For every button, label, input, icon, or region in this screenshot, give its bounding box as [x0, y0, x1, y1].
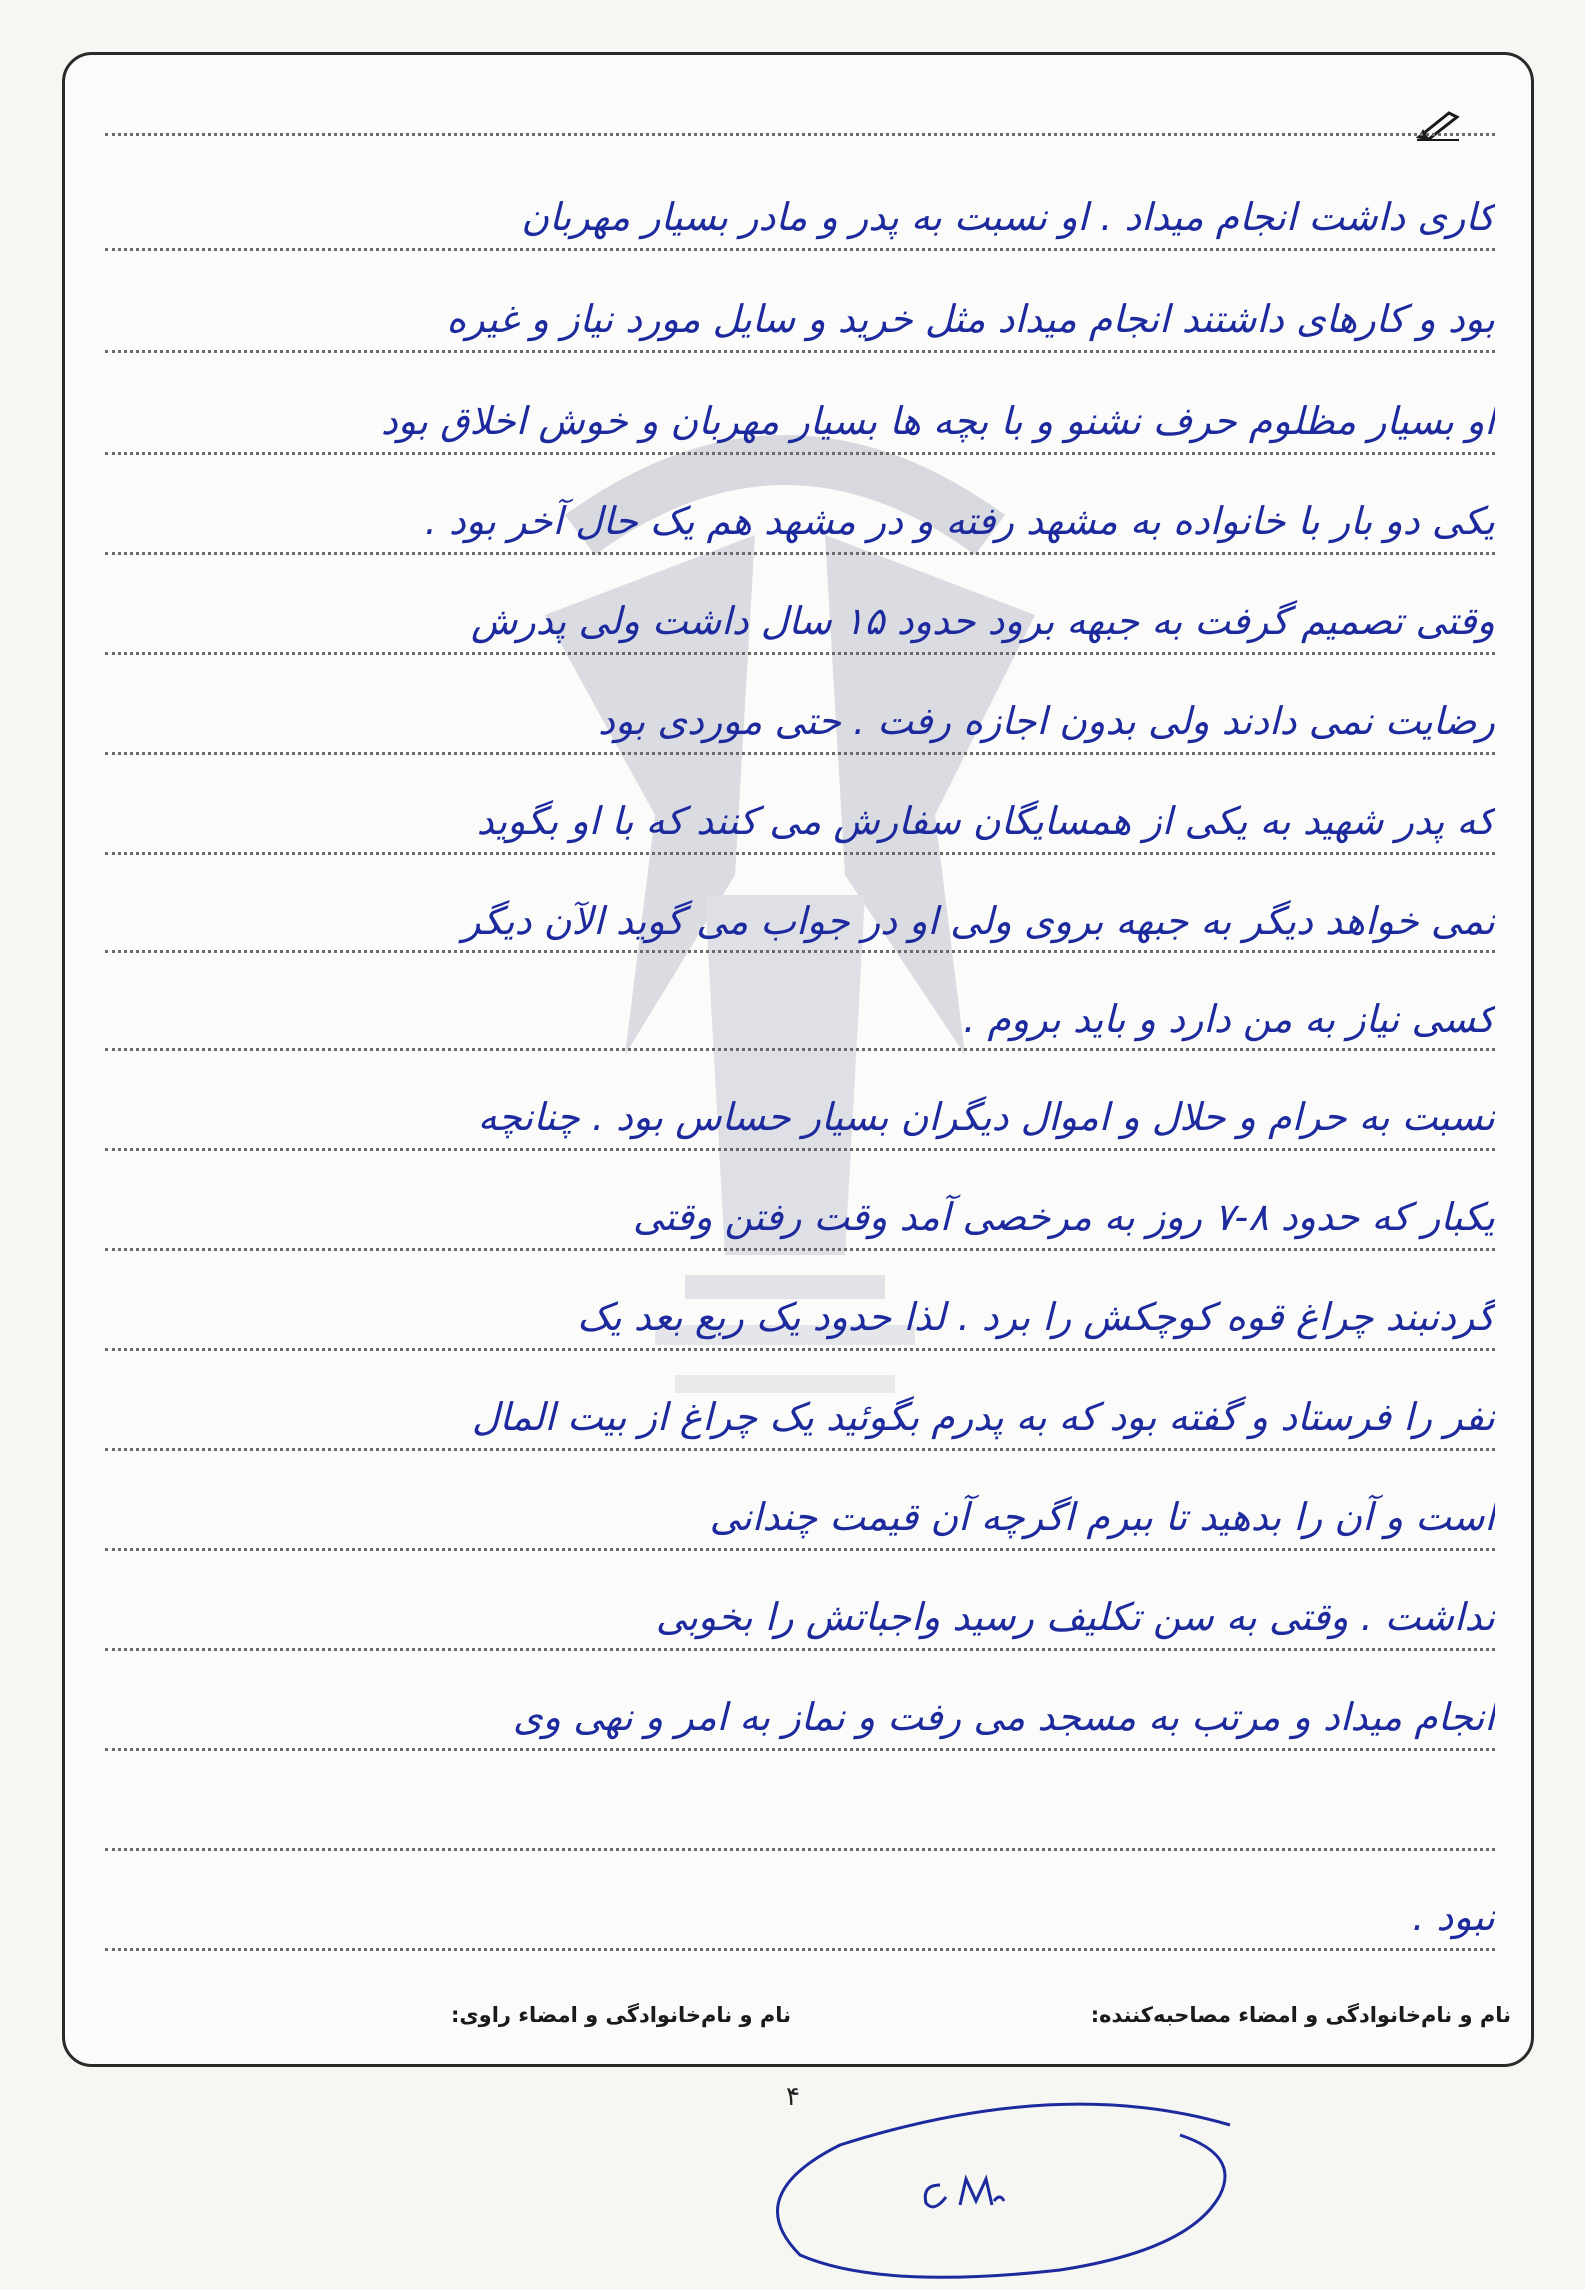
handwritten-line: گردنبند چراغ قوه کوچکش را برد . لذا حدود یک ربع بعد یک [577, 1295, 1495, 1339]
handwritten-line: او بسیار مظلوم حرف نشنو و با بچه ها بسیار مهربان و خوش اخلاق بود [380, 399, 1495, 443]
handwritten-line: نداشت . وقتی به سن تکلیف رسید واجباتش را بخوبی [655, 1595, 1495, 1639]
handwritten-line: بود و کارهای داشتند انجام میداد مثل خرید و سایل مورد نیاز و غیره [446, 297, 1495, 341]
narrator-signature-label: نام و نام‌خانوادگی و امضاء راوی: [451, 2003, 791, 2027]
ruled-line [105, 133, 1495, 136]
handwritten-signature [760, 2085, 1240, 2290]
handwritten-line: نمی خواهد دیگر به جبهه بروی ولی او در جواب می گوید الآن دیگر [462, 899, 1495, 943]
handwritten-line: است و آن را بدهید تا ببرم اگرچه آن قیمت چندانی [709, 1495, 1495, 1539]
handwritten-line: رضایت نمی دادند ولی بدون اجازه رفت . حتی موردی بود [598, 699, 1495, 743]
handwritten-line: نفر را فرستاد و گفته بود که به پدرم بگوئید یک چراغ از بیت المال [471, 1395, 1495, 1439]
handwritten-line: کسی نیاز به من دارد و باید بروم . [963, 997, 1495, 1041]
ruled-line [105, 1848, 1495, 1851]
handwritten-line: که پدر شهید به یکی از همسایگان سفارش می کنند که با او بگوید [476, 799, 1495, 843]
interviewer-signature-label: نام و نام‌خانوادگی و امضاء مصاحبه‌کننده: [1090, 2003, 1511, 2027]
footer-signature-labels [65, 1995, 1531, 2045]
handwritten-line: نسبت به حرام و حلال و اموال دیگران بسیار حساس بود . چنانچه [477, 1095, 1495, 1139]
handwritten-line: یکبار که حدود ۸-۷ روز به مرخصی آمد وقت رفتن وقتی [632, 1195, 1495, 1239]
handwritten-line: انجام میداد و مرتب به مسجد می رفت و نماز به امر و نهی وی [512, 1695, 1495, 1739]
handwritten-line: وقتی تصمیم گرفت به جبهه برود حدود ۱۵ سال داشت ولی پدرش [471, 599, 1495, 643]
handwritten-line: کاری داشت انجام میداد . او نسبت به پدر و مادر بسیار مهربان [521, 195, 1495, 239]
handwritten-line: یکی دو بار با خانواده به مشهد رفته و در مشهد هم یک حال آخر بود . [424, 499, 1495, 543]
handwritten-line: نبود . [1412, 1895, 1495, 1939]
page-number: ۴ [786, 2082, 800, 2112]
form-page-frame [62, 52, 1534, 2067]
